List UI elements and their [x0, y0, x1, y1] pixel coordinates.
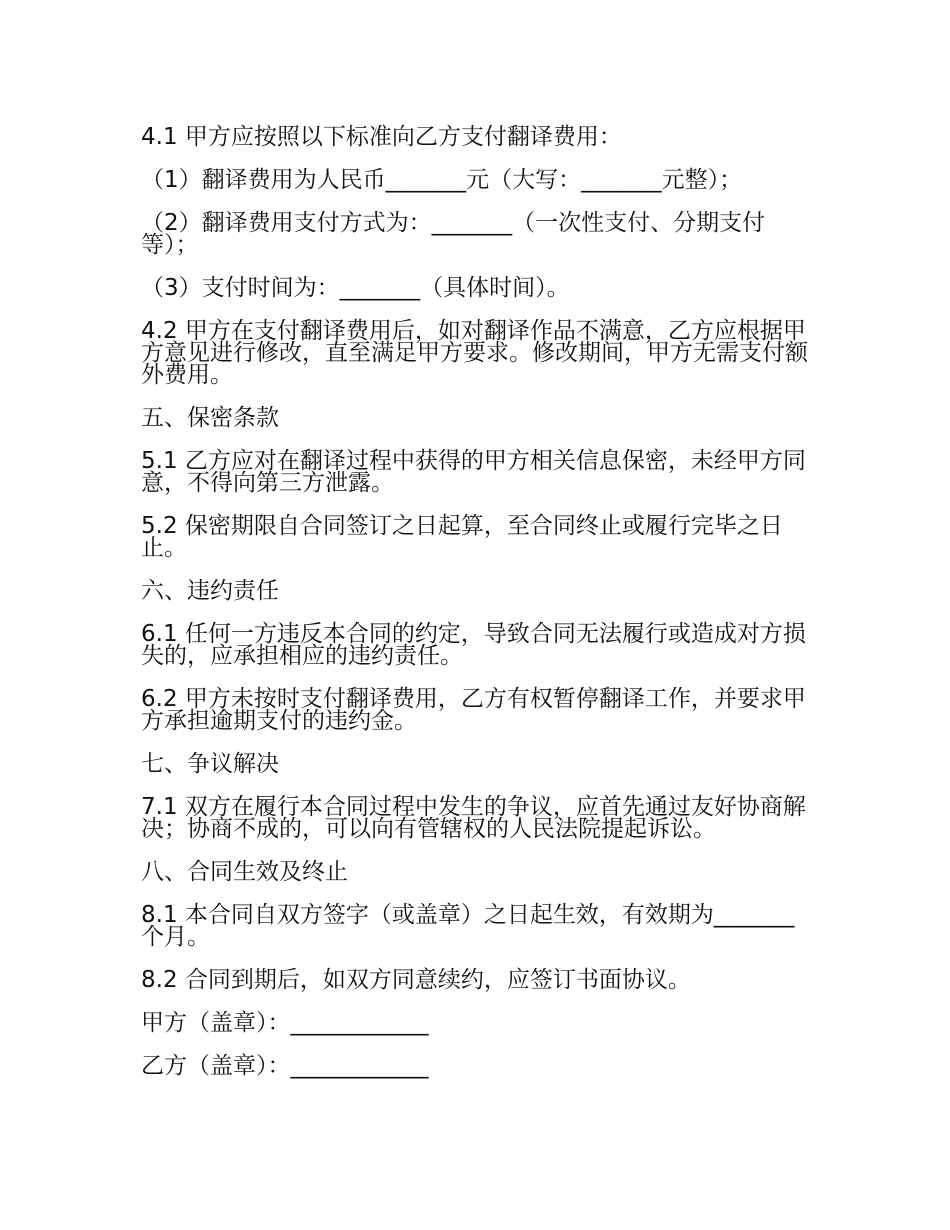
section-heading-effect-termination: 八、合同生效及终止	[141, 859, 348, 885]
document-body	[141, 126, 811, 1098]
clause-7-1: 7.1 双方在履行本合同过程中发生的争议，应首先通过友好协商解决；协商不成的，可以向有管辖权的人民法院提起诉讼。	[141, 794, 806, 842]
clause-5-1: 5.1 乙方应对在翻译过程中获得的甲方相关信息保密，未经甲方同意，不得向第三方泄露。	[141, 448, 806, 496]
party-b-seal-line: 乙方（盖章）：____________	[141, 1053, 429, 1079]
clause-4-2: 4.2 甲方在支付翻译费用后，如对翻译作品不满意，乙方应根据甲方意见进行修改，直至满足甲方要求。修改期间，甲方无需支付额外费用。	[141, 318, 808, 388]
clause-4-1-item-3: （3）支付时间为：_______（具体时间）。	[141, 275, 570, 301]
section-heading-dispute: 七、争议解决	[141, 751, 279, 777]
clause-4-1-item-1: （1）翻译费用为人民币_______元（大写：_______元整）；	[141, 167, 743, 193]
clause-4-1-item-2: （2）翻译费用支付方式为：_______（一次性支付、分期支付等）；	[141, 210, 766, 258]
section-heading-confidentiality: 五、保密条款	[141, 405, 279, 431]
clause-5-2: 5.2 保密期限自合同签订之日起算，至合同终止或履行完毕之日止。	[141, 513, 783, 561]
clause-8-1: 8.1 本合同自双方签字（或盖章）之日起生效，有效期为_______个月。	[141, 902, 795, 950]
clause-6-1: 6.1 任何一方违反本合同的约定，导致合同无法履行或造成对方损失的，应承担相应的违约责任。	[141, 621, 806, 669]
clause-4-1: 4.1 甲方应按照以下标准向乙方支付翻译费用：	[141, 124, 622, 150]
section-heading-liability: 六、违约责任	[141, 578, 279, 604]
clause-8-2: 8.2 合同到期后，如双方同意续约，应签订书面协议。	[141, 967, 691, 993]
party-a-seal-line: 甲方（盖章）：____________	[141, 1010, 429, 1036]
clause-6-2: 6.2 甲方未按时支付翻译费用，乙方有权暂停翻译工作，并要求甲方承担逾期支付的违约金。	[141, 686, 806, 734]
